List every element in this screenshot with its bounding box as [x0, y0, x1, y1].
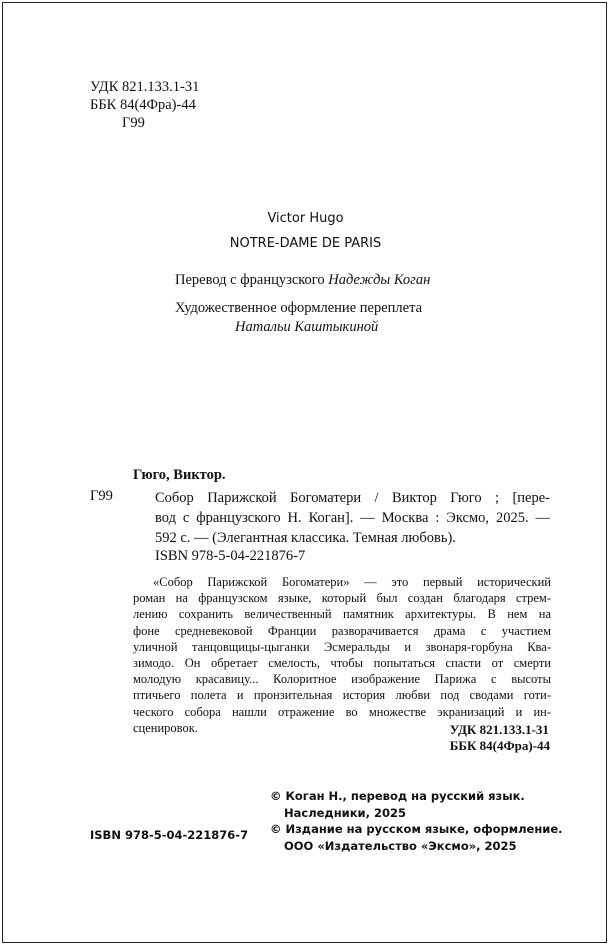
annotation-line: уличной танцовщицы-цыганки Эсмеральды и звонаря-горбуна Ква-	[133, 639, 551, 654]
annotation-line: «Собор Парижской Богоматери» — это первый исторический	[153, 575, 551, 589]
annotation	[133, 574, 551, 736]
translator-name: Надежды Коган	[328, 272, 431, 288]
catalog-mark: Г99	[90, 488, 113, 504]
original-author: Victor Hugo	[267, 211, 344, 226]
entry-line: Собор Парижской Богоматери / Виктор Гюго ; [пере-	[155, 490, 550, 506]
classification-codes	[90, 78, 199, 132]
author-mark: Г99	[122, 115, 145, 131]
catalog-isbn: ISBN 978-5-04-221876-7	[155, 548, 306, 564]
translation-prefix: Перевод с французского	[175, 272, 329, 288]
copyright-line: ООО «Издательство «Эксмо», 2025	[284, 838, 517, 853]
copyright-line: Наследники, 2025	[284, 805, 406, 820]
catalog-codes	[450, 722, 550, 754]
annotation-line: роман на французском языке, который был создан благодаря стрем-	[133, 591, 551, 606]
catalog-udk: УДК 821.133.1-31	[449, 722, 549, 737]
udk-code: УДК 821.133.1-31	[90, 79, 200, 95]
designer-name: Натальи Каштыкиной	[235, 319, 379, 335]
copyright-block	[270, 788, 563, 854]
copyright-line: © Коган Н., перевод на русский язык.	[270, 789, 525, 803]
annotation-line: лению сохранить величественный памятник архитектуры. В нем на	[133, 607, 551, 622]
design-credit	[175, 299, 422, 337]
annotation-line: зимодо. Он обретает смелость, чтобы попытаться спасти от смерти	[133, 656, 551, 671]
annotation-line: фоне средневековой Франции разворачивается драма с участием	[133, 623, 551, 638]
annotation-line: молодую красавицу... Колоритное изображение Парижа с высоты	[133, 672, 551, 687]
design-line: Художественное оформление переплета	[175, 300, 423, 316]
entry-line: вод с французского Н. Коган]. — Москва : Эксмо, 2025. —	[155, 510, 550, 526]
entry-line: 592 с. — (Элегантная классика. Темная любовь).	[155, 530, 456, 546]
translation-credit	[175, 271, 430, 290]
bbk-code: ББК 84(4Фра)-44	[90, 97, 196, 113]
catalog-heading: Гюго, Виктор.	[133, 467, 226, 483]
copyright-line: © Издание на русском языке, оформление.	[270, 822, 563, 836]
catalog-entry	[155, 488, 550, 548]
footer-isbn: ISBN 978-5-04-221876-7	[90, 828, 249, 842]
original-title: NOTRE-DAME DE PARIS	[229, 236, 382, 251]
catalog-bbk: ББК 84(4Фра)-44	[449, 738, 550, 753]
annotation-line: ческого собора нашли отражение во множестве экранизаций и ин-	[133, 704, 551, 719]
annotation-line: птичьего полета и пронзительная история любви под сводами готи-	[133, 688, 551, 703]
annotation-line: сценировок.	[133, 720, 198, 735]
